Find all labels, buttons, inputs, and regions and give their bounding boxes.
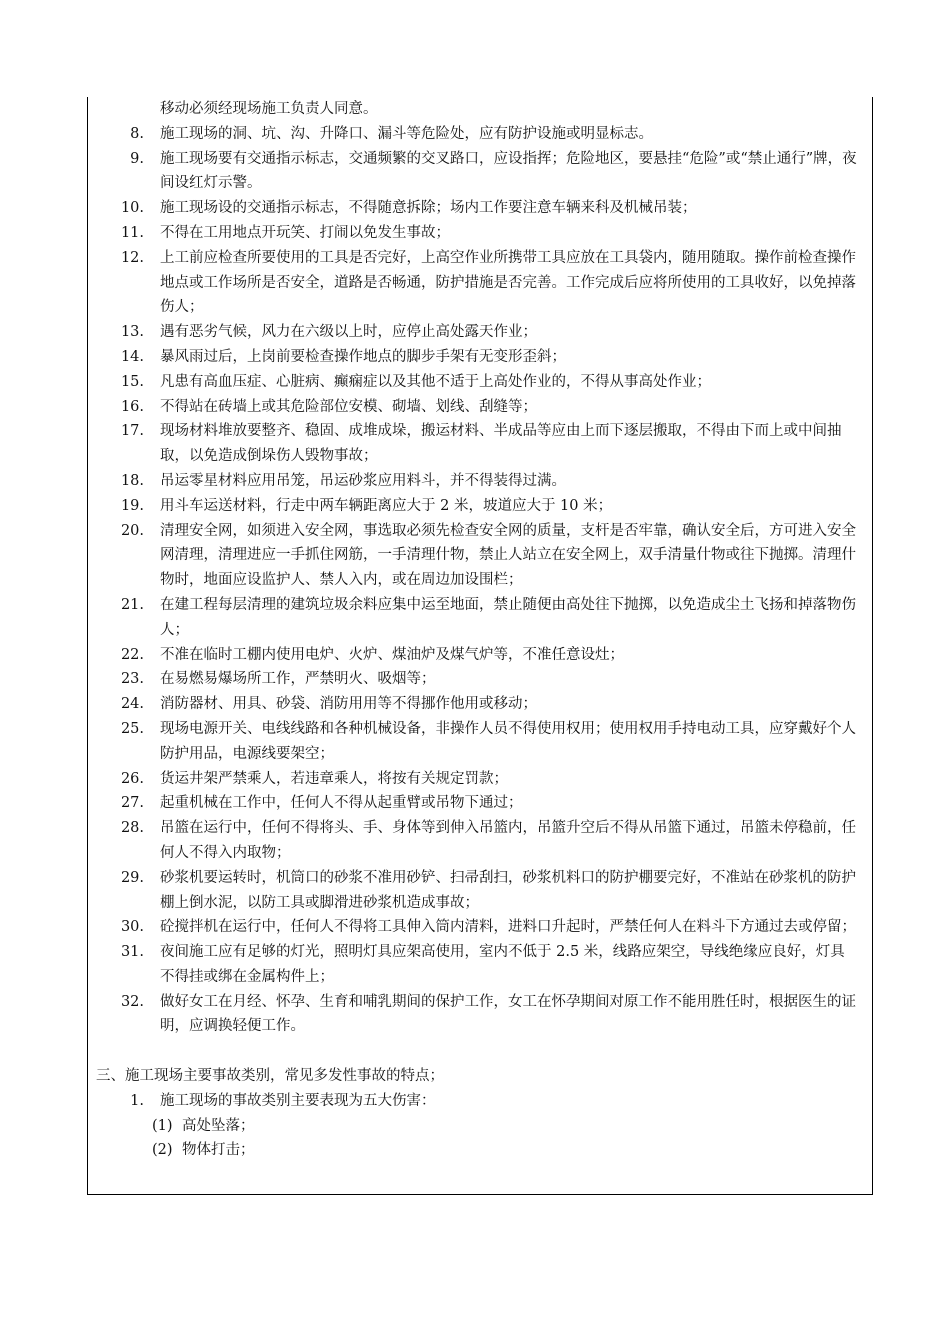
list-item bbox=[88, 320, 872, 345]
blank-line bbox=[88, 1039, 872, 1064]
list-item bbox=[88, 246, 872, 320]
list-item bbox=[88, 395, 872, 420]
injury-item bbox=[88, 1114, 872, 1139]
list-item bbox=[88, 221, 872, 246]
list-item bbox=[88, 469, 872, 494]
item-number: 11. bbox=[120, 224, 144, 241]
item-text: 砂浆机要运转时，机筒口的砂浆不准用砂铲、扫帚刮扫，砂浆机料口的防护棚要完好，不准站在砂浆机的防护棚上倒水泥，以防工具或脚滑进砂浆机造成事故； bbox=[160, 869, 856, 911]
item-number: 15. bbox=[120, 373, 144, 390]
item-number: 14. bbox=[120, 348, 144, 365]
item-text: 在建工程每层清理的建筑垃圾余料应集中运至地面，禁止随便由高处往下抛掷，以免造成尘土飞扬和掉落物伤人； bbox=[160, 596, 856, 638]
item-number: 21. bbox=[120, 596, 144, 613]
injury-number: (2) bbox=[152, 1142, 173, 1159]
item-text: 不准在临时工棚内使用电炉、火炉、煤油炉及煤气炉等，不准任意设灶； bbox=[160, 646, 624, 663]
list-item bbox=[88, 643, 872, 668]
injury-number: (1) bbox=[152, 1117, 173, 1134]
item-text: 消防器材、用具、砂袋、消防用用等不得挪作他用或移动； bbox=[160, 696, 537, 713]
list-item bbox=[88, 593, 872, 643]
item-number: 29. bbox=[120, 869, 144, 886]
item-text: 吊篮在运行中，任何不得将头、手、身体等到伸入吊篮内，吊篮升空后不得从吊篮下通过，吊篮未停稳前，任何人不得入内取物； bbox=[160, 820, 856, 861]
continuation-line: 移动必须经现场施工负责人同意。 bbox=[160, 101, 378, 117]
item-text: 上工前应检查所要使用的工具是否完好，上高空作业所携带工具应放在工具袋内，随用随取。操作前检查操作地点或工作场所是否安全，道路是否畅通，防护措施是否完善。工作完成后应将所使用的工具收好，以免掉落伤人； bbox=[160, 249, 856, 316]
document-frame bbox=[87, 97, 873, 1195]
item-text: 夜间施工应有足够的灯光，照明灯具应架高使用，室内不低于 2.5 米，线路应架空，导线绝缘应良好，灯具不得挂或绑在金属构件上； bbox=[160, 944, 845, 985]
sub-item bbox=[88, 1089, 872, 1114]
item-number: 24. bbox=[120, 696, 144, 713]
list-item bbox=[88, 667, 872, 692]
item-number: 31. bbox=[120, 944, 144, 961]
list-item bbox=[88, 717, 872, 767]
list-item bbox=[88, 791, 872, 816]
item-text: 不得在工用地点开玩笑、打闹以免发生事故； bbox=[160, 224, 450, 241]
item-number: 28. bbox=[120, 820, 144, 837]
list-item bbox=[88, 345, 872, 370]
list-item bbox=[88, 122, 872, 147]
item-number: 13. bbox=[120, 324, 144, 341]
item-number: 22. bbox=[120, 646, 144, 663]
injury-text: 高处坠落； bbox=[182, 1117, 255, 1134]
item-text: 凡患有高血压症、心脏病、癫痫症以及其他不适于上高处作业的，不得从事高处作业； bbox=[160, 373, 711, 390]
item-number: 30. bbox=[120, 919, 144, 936]
list-item bbox=[88, 519, 872, 593]
list-item bbox=[88, 816, 872, 866]
item-number: 16. bbox=[120, 398, 144, 415]
item-text: 现场电源开关、电线线路和各种机械设备，非操作人员不得使用权用；使用权用手持电动工具，应穿戴好个人防护用品，电源线要架空； bbox=[160, 720, 856, 762]
item-text: 暴风雨过后，上岗前要检查操作地点的脚步手架有无变形歪斜； bbox=[160, 348, 566, 365]
item-number: 19. bbox=[120, 497, 144, 514]
sub-item-number: 1. bbox=[130, 1092, 144, 1109]
item-text: 不得站在砖墙上或其危险部位安模、砌墙、划线、刮缝等； bbox=[160, 398, 537, 415]
list-item bbox=[88, 370, 872, 395]
item-text: 施工现场要有交通指示标志，交通频繁的交叉路口，应设指挥；危险地区，要悬挂“危险”或“禁止通行”牌，夜间设红灯示警。 bbox=[160, 150, 857, 192]
list-item bbox=[88, 866, 872, 916]
item-number: 18. bbox=[120, 472, 144, 489]
item-number: 9. bbox=[130, 150, 144, 167]
list-item bbox=[88, 940, 872, 990]
item-text: 做好女工在月经、怀孕、生育和哺乳期间的保护工作，女工在怀孕期间对原工作不能用胜任时，根据医生的证明，应调换轻便工作。 bbox=[160, 993, 856, 1035]
item-text: 现场材料堆放要整齐、稳固、成堆成垛，搬运材料、半成品等应由上而下逐层搬取，不得由下而上或中间抽取，以免造成倒垛伤人毁物事故； bbox=[160, 423, 842, 465]
document-content bbox=[88, 97, 872, 1163]
list-item bbox=[88, 494, 872, 519]
item-text: 吊运零星材料应用吊笼，吊运砂浆应用料斗，并不得装得过满。 bbox=[160, 472, 566, 489]
item-text: 在易燃易爆场所工作，严禁明火、吸烟等； bbox=[160, 671, 436, 688]
item-number: 25. bbox=[120, 720, 144, 737]
list-item bbox=[88, 147, 872, 197]
rules-list bbox=[88, 122, 872, 1039]
item-number: 12. bbox=[120, 249, 144, 266]
item-text: 货运井架严禁乘人，若违章乘人，将按有关规定罚款； bbox=[160, 770, 508, 787]
item-text: 起重机械在工作中，任何人不得从起重臂或吊物下通过； bbox=[160, 795, 523, 812]
item-text: 清理安全网，如须进入安全网，事选取必须先检查安全网的质量，支杆是否牢靠，确认安全后，方可进入安全网清理，清理进应一手抓住网筋，一手清理什物，禁止人站立在安全网上，双手清量什物或往下抛掷。清理什物时，地面应设监护人、禁人入内，或在周边加设围栏； bbox=[160, 522, 856, 589]
list-item bbox=[88, 990, 872, 1040]
list-item bbox=[88, 196, 872, 221]
item-number: 10. bbox=[120, 200, 144, 217]
list-item bbox=[88, 915, 872, 940]
injury-list bbox=[88, 1114, 872, 1164]
item-text: 施工现场设的交通指示标志，不得随意拆除；场内工作要注意车辆来科及机械吊装； bbox=[160, 200, 697, 217]
injury-text: 物体打击； bbox=[182, 1142, 255, 1159]
section-heading: 三、施工现场主要事故类别，常见多发性事故的特点； bbox=[96, 1068, 444, 1085]
item-number: 32. bbox=[120, 993, 144, 1010]
item-text: 施工现场的洞、坑、沟、升降口、漏斗等危险处，应有防护设施或明显标志。 bbox=[160, 125, 653, 142]
list-item bbox=[88, 767, 872, 792]
item-number: 26. bbox=[120, 770, 144, 787]
item-number: 8. bbox=[130, 125, 144, 142]
item-text: 砼搅拌机在运行中，任何人不得将工具伸入筒内清料，进料口升起时，严禁任何人在料斗下方通过去或停留； bbox=[160, 919, 856, 936]
item-number: 23. bbox=[120, 671, 144, 688]
item-number: 20. bbox=[120, 522, 144, 539]
list-item bbox=[88, 692, 872, 717]
injury-item bbox=[88, 1138, 872, 1163]
list-item bbox=[88, 419, 872, 469]
item-number: 17. bbox=[120, 423, 144, 440]
item-text: 遇有恶劣气候，风力在六级以上时，应停止高处露天作业； bbox=[160, 324, 537, 341]
sub-item-text: 施工现场的事故类别主要表现为五大伤害： bbox=[160, 1092, 436, 1109]
item-text: 用斗车运送材料，行走中两车辆距离应大于 2 米，坡道应大于 10 米； bbox=[160, 497, 613, 514]
item-number: 27. bbox=[120, 795, 144, 812]
